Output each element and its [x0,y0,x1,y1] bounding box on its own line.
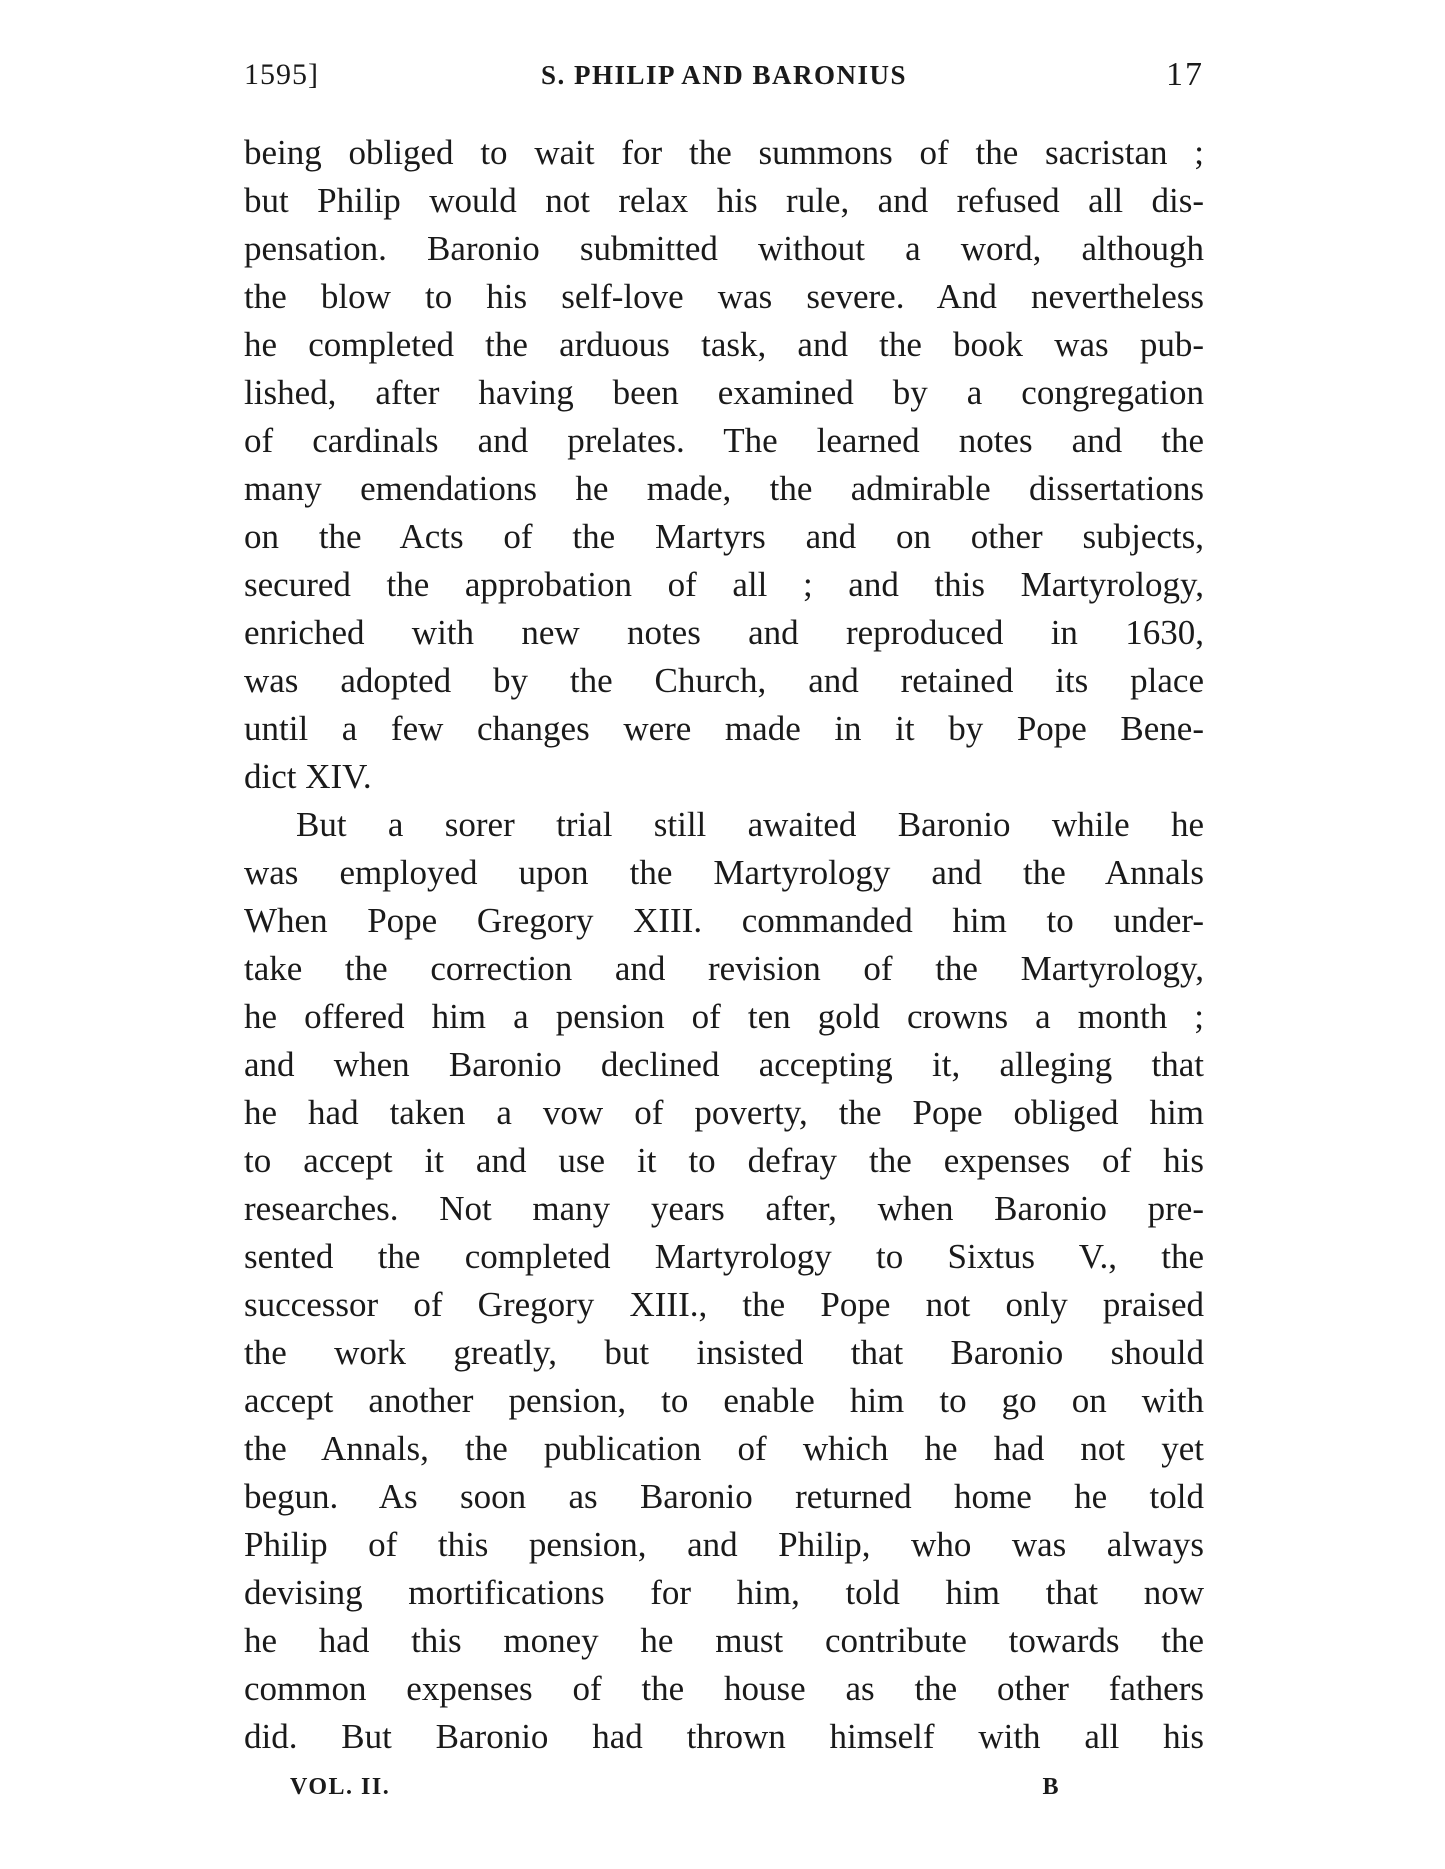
text-line: many emendations he made, the admirable dissertations [244,469,1204,508]
volume-signature: VOL. II. [290,1774,391,1800]
text-line: the work greatly, but insisted that Baronio should [244,1333,1204,1372]
text-line: begun. As soon as Baronio returned home he told [244,1477,1204,1516]
text-line: pensation. Baronio submitted without a word, although [244,229,1204,268]
text-line: Philip of this pension, and Philip, who was always [244,1525,1204,1564]
body-text [244,129,1204,1761]
text-line: to accept it and use it to defray the expenses of his [244,1141,1204,1180]
text-line: was employed upon the Martyrology and the Annals [244,853,1204,892]
text-line: did. But Baronio had thrown himself with all his [244,1717,1204,1756]
paragraph-start-line: But a sorer trial still awaited Baronio while he [296,805,1204,844]
text-line: and when Baronio declined accepting it, alleging that [244,1045,1204,1084]
signature-footer [290,1774,1060,1810]
text-line: secured the approbation of all ; and this Martyrology, [244,565,1204,604]
text-line: was adopted by the Church, and retained its place [244,661,1204,700]
text-line: researches. Not many years after, when Baronio pre- [244,1189,1204,1228]
text-line: he had taken a vow of poverty, the Pope obliged him [244,1093,1204,1132]
header-year: 1595] [244,58,319,91]
text-line: devising mortifications for him, told him that now [244,1573,1204,1612]
text-line: take the correction and revision of the Martyrology, [244,949,1204,988]
page-number: 17 [1166,56,1204,93]
header-running-title: S. PHILIP AND BARONIUS [540,60,908,90]
running-header [244,58,1204,98]
text-line: he had this money he must contribute towards the [244,1621,1204,1660]
text-line: being obliged to wait for the summons of the sacristan ; [244,133,1204,172]
text-line: accept another pension, to enable him to go on with [244,1381,1204,1420]
text-line: When Pope Gregory XIII. commanded him to under- [244,901,1204,940]
text-line: he completed the arduous task, and the book was pub- [244,325,1204,364]
text-line: but Philip would not relax his rule, and refused all dis- [244,181,1204,220]
paragraph-end-line: dict XIV. [244,757,372,796]
gathering-signature: B [1042,1774,1060,1800]
text-line: the blow to his self-love was severe. And nevertheless [244,277,1204,316]
text-line: he offered him a pension of ten gold crowns a month ; [244,997,1204,1036]
text-line: successor of Gregory XIII., the Pope not only praised [244,1285,1204,1324]
text-line: common expenses of the house as the other fathers [244,1669,1204,1708]
text-line: on the Acts of the Martyrs and on other subjects, [244,517,1204,556]
text-line: sented the completed Martyrology to Sixtus V., the [244,1237,1204,1276]
text-line: lished, after having been examined by a congregation [244,373,1204,412]
text-line: until a few changes were made in it by Pope Bene- [244,709,1204,748]
text-line: the Annals, the publication of which he had not yet [244,1429,1204,1468]
text-line: enriched with new notes and reproduced in 1630, [244,613,1204,652]
text-line: of cardinals and prelates. The learned notes and the [244,421,1204,460]
